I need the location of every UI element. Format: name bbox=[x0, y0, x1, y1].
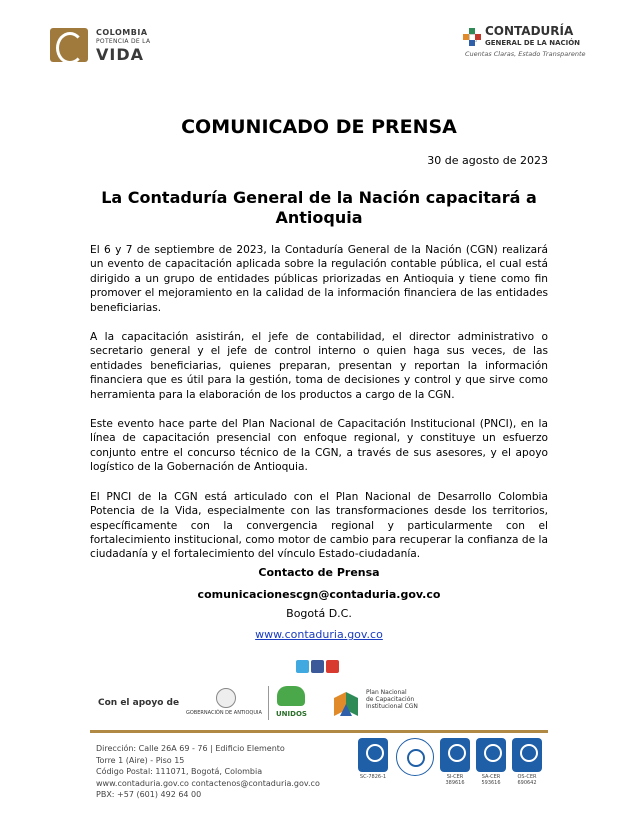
colombia-potencia-de-la-vida-logo bbox=[50, 26, 160, 66]
cert-id: OS-CER 690642 bbox=[517, 774, 537, 786]
document-date: 30 de agosto de 2023 bbox=[427, 154, 548, 167]
certification-badge bbox=[440, 738, 470, 786]
pnci-line: Plan Nacional bbox=[366, 689, 407, 696]
pnci-line: Institucional CGN bbox=[366, 703, 418, 710]
icontec-icon bbox=[358, 738, 388, 772]
footer-divider bbox=[90, 730, 548, 733]
paragraph: El 6 y 7 de septiembre de 2023, la Contaduría General de la Nación (CGN) realizará un evento de capacitación aplicada sobre la regulación contable pública, el cual está dirigido a un grupo de entidades públicas priorizadas en Antioquia y tiene como fin promover el mejoramiento en la calidad de la información financiera de las entidades beneficiarias. bbox=[90, 244, 548, 314]
contaduria-logo-icon bbox=[463, 28, 481, 46]
footer-address bbox=[96, 743, 320, 801]
certification-badge bbox=[476, 738, 506, 786]
cert-id: SC-7826-1 bbox=[359, 774, 387, 780]
unidos-logo bbox=[274, 686, 308, 720]
headline: La Contaduría General de la Nación capacitará a Antioquia bbox=[101, 188, 537, 227]
contact-email: comunicacionescgn@contaduria.gov.co bbox=[197, 588, 441, 601]
colombia-logo-icon bbox=[50, 28, 88, 62]
paragraph: A la capacitación asistirán, el jefe de contabilidad, el director administrativo o secretario general y el jefe de control interno o quien haga sus veces, de las entidades beneficiarias, quienes preparan, presentan y reportan la información financiera que es útil para la gestión, toma de decisiones y control y que sirve como herramienta para la elaboración de los productos a cargo de la CGN. bbox=[90, 331, 548, 401]
certification-badges bbox=[358, 738, 542, 808]
contact-city: Bogotá D.C. bbox=[286, 607, 352, 620]
pnci-label bbox=[366, 689, 418, 710]
contaduria-logo-line-1: CONTADURÍA bbox=[485, 24, 574, 38]
gobernacion-label: GOBERNACIÓN DE ANTIOQUIA bbox=[186, 710, 262, 716]
icontec-icon bbox=[476, 738, 506, 772]
unidos-label: UNIDOS bbox=[276, 710, 307, 718]
twitter-icon[interactable] bbox=[296, 660, 309, 673]
paragraph: Este evento hace parte del Plan Nacional de Capacitación Institucional (PNCI), en la línea de capacitación presencial con enfoque regional, y constituye un esfuerzo conjunto entre el concurso técnico de la CGN, a través de sus asesores, y el apoyo logístico de la Gobernación de Antioquia. bbox=[90, 418, 548, 474]
icontec-icon bbox=[512, 738, 542, 772]
address-line: Dirección: Calle 26A 69 - 76 | Edificio Elemento bbox=[96, 744, 285, 753]
coat-of-arms-icon bbox=[216, 688, 236, 708]
pnci-line: de Capacitación bbox=[366, 696, 415, 703]
website-link[interactable]: www.contaduria.gov.co bbox=[255, 628, 383, 641]
address-line: PBX: +57 (601) 492 64 00 bbox=[96, 790, 202, 799]
certification-badge bbox=[396, 738, 426, 776]
certification-badge bbox=[512, 738, 542, 786]
address-line: Código Postal: 111071, Bogotá, Colombia bbox=[96, 767, 263, 776]
document-body bbox=[90, 243, 548, 577]
contact-website-wrap bbox=[0, 628, 638, 641]
logo-line-3: VIDA bbox=[96, 45, 144, 64]
icontec-icon bbox=[440, 738, 470, 772]
logo-line-2: POTENCIA DE LA bbox=[96, 38, 151, 45]
contaduria-logo bbox=[463, 24, 588, 64]
certification-badge bbox=[358, 738, 388, 780]
support-label: Con el apoyo de bbox=[98, 698, 180, 708]
address-line: www.contaduria.gov.co contactenos@contaduria.gov.co bbox=[96, 778, 320, 788]
document-title: COMUNICADO DE PRENSA bbox=[181, 116, 457, 138]
contaduria-logo-line-2: GENERAL DE LA NACIÓN bbox=[485, 39, 581, 47]
cert-id: SA-CER 593616 bbox=[481, 774, 501, 786]
pnci-logo bbox=[332, 688, 442, 722]
iqnet-icon bbox=[396, 738, 434, 776]
logo-line-1: COLOMBIA bbox=[96, 28, 148, 37]
youtube-icon[interactable] bbox=[326, 660, 339, 673]
logo-divider bbox=[268, 686, 269, 720]
cert-id: SI-CER 389616 bbox=[445, 774, 465, 786]
pnci-logo-icon bbox=[332, 690, 360, 718]
address-line: Torre 1 (Aire) - Piso 15 bbox=[96, 755, 185, 765]
social-icons bbox=[296, 658, 341, 672]
paragraph: El PNCI de la CGN está articulado con el Plan Nacional de Desarrollo Colombia Potencia de la Vida, especialmente con las transformaciones desde los territorios, específicamente con la convergencia regional y particularmente con el fortalecimiento institucional, como motor de cambio para recuperar la confianza de la ciudadanía y el fortalecimiento del vínculo Estado-ciudadanía. bbox=[90, 490, 548, 561]
contact-heading: Contacto de Prensa bbox=[258, 566, 380, 579]
facebook-icon[interactable] bbox=[311, 660, 324, 673]
unidos-logo-icon bbox=[277, 686, 305, 706]
contaduria-tagline: Cuentas Claras, Estado Transparente bbox=[465, 50, 586, 58]
gobernacion-antioquia-logo bbox=[186, 688, 266, 720]
